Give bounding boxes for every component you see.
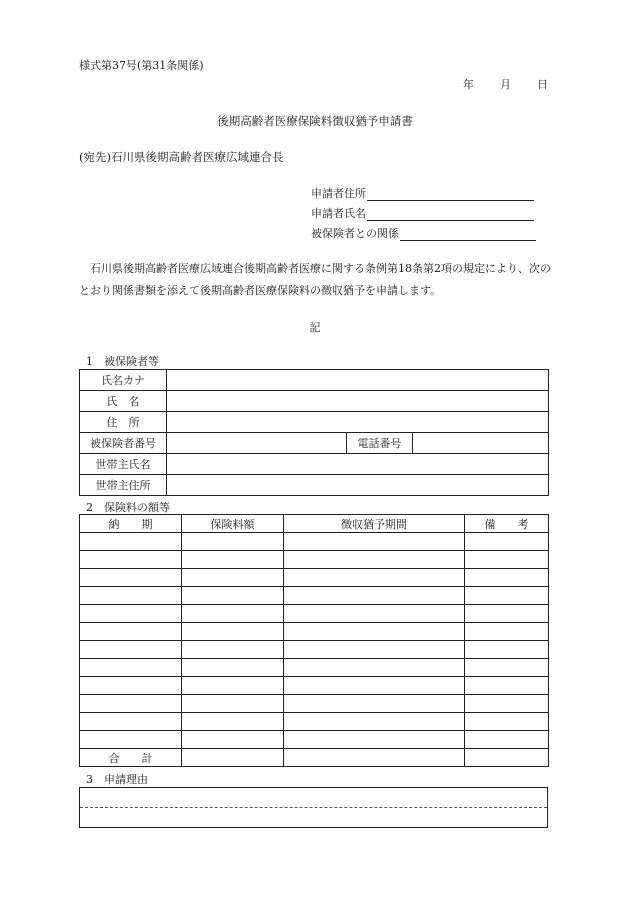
document-title: 後期高齢者医療保険料徴収猶予申請書 xyxy=(217,114,413,128)
remarks-cell[interactable] xyxy=(465,623,549,641)
table-row xyxy=(80,605,549,623)
table-row xyxy=(80,659,549,677)
deferral-period-cell[interactable] xyxy=(284,731,465,749)
deferral-period-cell[interactable] xyxy=(284,659,465,677)
phone-field[interactable] xyxy=(413,433,549,454)
col-due-date-header: 納 期 xyxy=(80,515,182,533)
remarks-cell[interactable] xyxy=(465,605,549,623)
total-label: 合 計 xyxy=(80,749,182,767)
due-date-cell[interactable] xyxy=(80,551,182,569)
table-row xyxy=(80,641,549,659)
applicant-name-label: 申請者氏名 xyxy=(311,207,366,220)
deferral-period-cell[interactable] xyxy=(284,641,465,659)
due-date-cell[interactable] xyxy=(80,695,182,713)
kana-field[interactable] xyxy=(167,370,549,391)
householder-name-field[interactable] xyxy=(167,454,549,475)
table-row xyxy=(80,713,549,731)
reason-line-1[interactable] xyxy=(80,788,548,808)
applicant-name-row xyxy=(311,205,534,221)
date-day: 日 xyxy=(537,78,548,91)
deferral-period-cell[interactable] xyxy=(284,569,465,587)
deferral-period-cell[interactable] xyxy=(284,623,465,641)
premium-cell[interactable] xyxy=(182,605,284,623)
due-date-cell[interactable] xyxy=(80,587,182,605)
section3-title: 3 申請理由 xyxy=(86,773,148,786)
due-date-cell[interactable] xyxy=(80,713,182,731)
table-row xyxy=(80,695,549,713)
date-month: 月 xyxy=(500,78,511,91)
section1-title: 1 被保険者等 xyxy=(86,355,159,368)
table-row xyxy=(80,569,549,587)
date-year: 年 xyxy=(463,78,474,91)
deferral-period-cell[interactable] xyxy=(284,533,465,551)
due-date-cell[interactable] xyxy=(80,659,182,677)
deferral-period-cell[interactable] xyxy=(284,677,465,695)
premium-cell[interactable] xyxy=(182,695,284,713)
table-row xyxy=(80,677,549,695)
due-date-cell[interactable] xyxy=(80,569,182,587)
insured-number-field[interactable] xyxy=(167,433,347,454)
deferral-period-cell[interactable] xyxy=(284,605,465,623)
remarks-cell[interactable] xyxy=(465,569,549,587)
applicant-relation-field[interactable] xyxy=(400,228,536,241)
due-date-cell[interactable] xyxy=(80,605,182,623)
remarks-cell[interactable] xyxy=(465,659,549,677)
table-row xyxy=(80,533,549,551)
total-remarks-cell[interactable] xyxy=(465,749,549,767)
applicant-address-label: 申請者住所 xyxy=(311,187,366,200)
premium-cell[interactable] xyxy=(182,587,284,605)
applicant-address-row xyxy=(311,185,534,201)
premium-cell[interactable] xyxy=(182,713,284,731)
table-row xyxy=(80,623,549,641)
premium-cell[interactable] xyxy=(182,659,284,677)
remarks-cell[interactable] xyxy=(465,533,549,551)
col-premium-header: 保険料額 xyxy=(182,515,284,533)
addressee: (宛先)石川県後期高齢者医療広域連合長 xyxy=(79,150,284,164)
deferral-period-cell[interactable] xyxy=(284,551,465,569)
householder-name-label: 世帯主氏名 xyxy=(80,454,167,475)
reason-line-2[interactable] xyxy=(80,808,548,828)
premium-table xyxy=(79,514,549,767)
address-label: 住 所 xyxy=(80,412,167,433)
remarks-cell[interactable] xyxy=(465,641,549,659)
premium-cell[interactable] xyxy=(182,533,284,551)
insured-number-label: 被保険者番号 xyxy=(80,433,167,454)
phone-label: 電話番号 xyxy=(347,433,413,454)
table-row xyxy=(80,587,549,605)
due-date-cell[interactable] xyxy=(80,731,182,749)
form-number: 様式第37号(第31条関係) xyxy=(79,59,204,72)
applicant-address-field[interactable] xyxy=(367,188,534,201)
applicant-relation-row xyxy=(311,225,536,241)
applicant-name-field[interactable] xyxy=(367,208,534,221)
due-date-cell[interactable] xyxy=(80,641,182,659)
deferral-period-cell[interactable] xyxy=(284,713,465,731)
col-remarks-header: 備 考 xyxy=(465,515,549,533)
col-deferral-period-header: 徴収猶予期間 xyxy=(284,515,465,533)
section2-title: 2 保険料の額等 xyxy=(86,501,170,514)
premium-cell[interactable] xyxy=(182,677,284,695)
premium-cell[interactable] xyxy=(182,731,284,749)
address-field[interactable] xyxy=(167,412,549,433)
due-date-cell[interactable] xyxy=(80,677,182,695)
remarks-cell[interactable] xyxy=(465,695,549,713)
householder-address-label: 世帯主住所 xyxy=(80,475,167,496)
reason-box xyxy=(79,787,548,828)
due-date-cell[interactable] xyxy=(80,623,182,641)
remarks-cell[interactable] xyxy=(465,677,549,695)
center-mark: 記 xyxy=(309,321,321,334)
table-row xyxy=(80,731,549,749)
premium-cell[interactable] xyxy=(182,641,284,659)
remarks-cell[interactable] xyxy=(465,587,549,605)
table-row xyxy=(80,551,549,569)
premium-cell[interactable] xyxy=(182,551,284,569)
total-deferral-cell[interactable] xyxy=(284,749,465,767)
total-row xyxy=(80,749,549,767)
insured-info-table xyxy=(79,369,549,496)
kana-label: 氏名カナ xyxy=(80,370,167,391)
remarks-cell[interactable] xyxy=(465,551,549,569)
total-premium-cell[interactable] xyxy=(182,749,284,767)
premium-cell[interactable] xyxy=(182,623,284,641)
remarks-cell[interactable] xyxy=(465,731,549,749)
name-label: 氏 名 xyxy=(80,391,167,412)
due-date-cell[interactable] xyxy=(80,533,182,551)
name-field[interactable] xyxy=(167,391,549,412)
applicant-relation-label: 被保険者との関係 xyxy=(311,227,399,240)
remarks-cell[interactable] xyxy=(465,713,549,731)
deferral-period-cell[interactable] xyxy=(284,695,465,713)
householder-address-field[interactable] xyxy=(167,475,549,496)
deferral-period-cell[interactable] xyxy=(284,587,465,605)
body-paragraph: 石川県後期高齢者医療広域連合後期高齢者医療に関する条例第18条第2項の規定により、次のとおり関係書類を添えて後期高齢者医療保険料の徴収猶予を申請します。 xyxy=(79,262,551,297)
premium-cell[interactable] xyxy=(182,569,284,587)
